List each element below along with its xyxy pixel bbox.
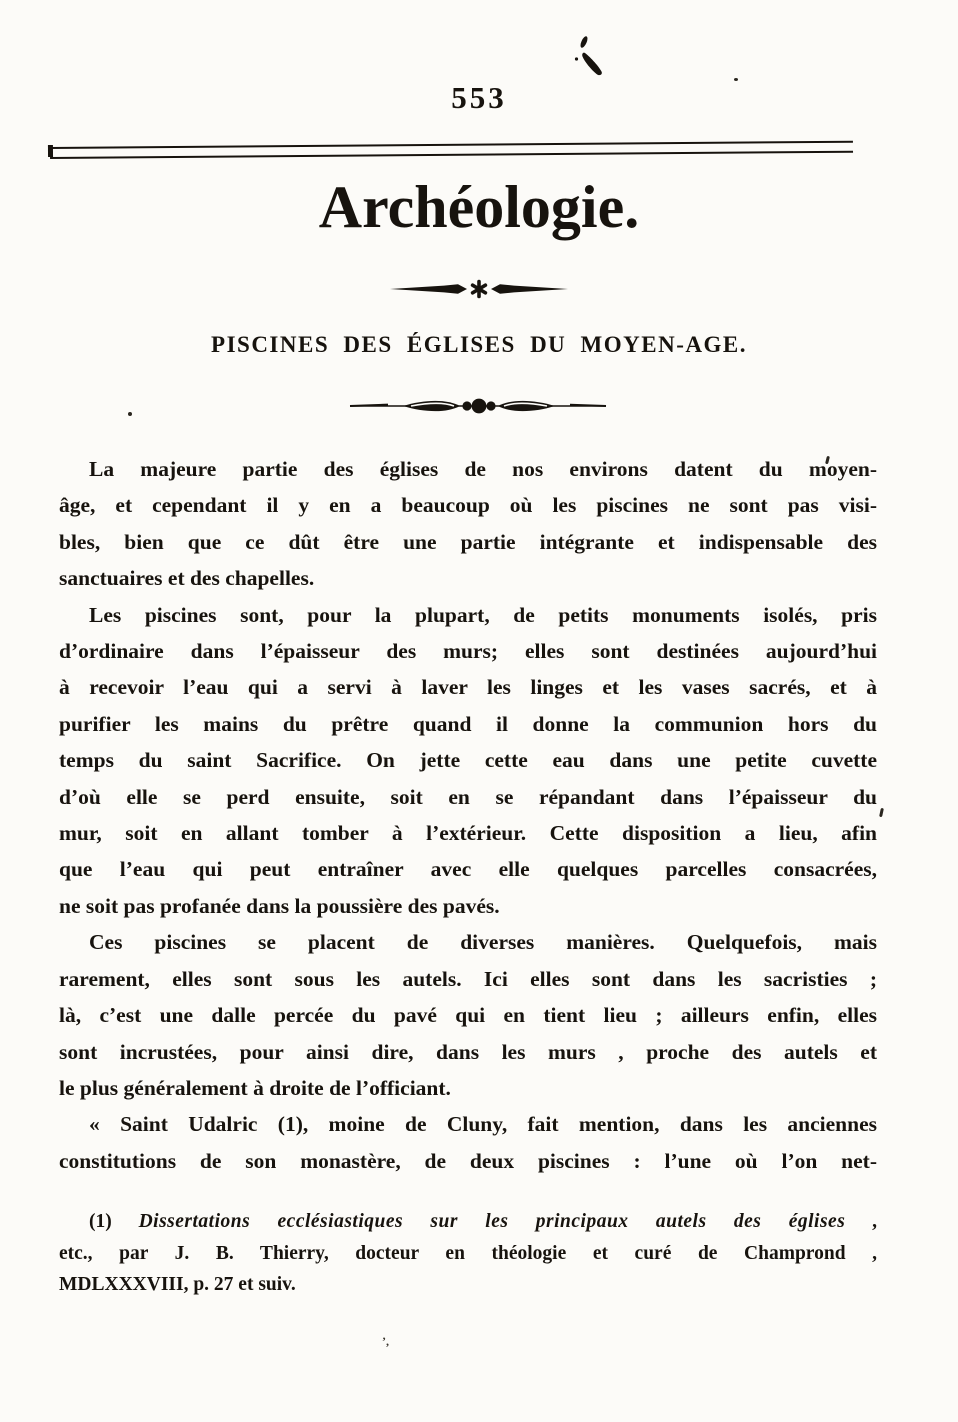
ink-speck (879, 808, 883, 817)
text-line: Ces piscines se placent de diverses manières. Quelquefois, mais (89, 930, 877, 955)
text-line: mur, soit en allant tomber à l’extérieur. Cette disposition a lieu, afin (59, 821, 877, 846)
footnote (59, 1206, 877, 1301)
article-heading: PISCINES DES ÉGLISES DU MOYEN-AGE. (211, 332, 747, 357)
text-line: rarement, elles sont sous les autels. Ici elles sont dans les sacristies ; (59, 966, 877, 991)
text-line: Les piscines sont, pour la plupart, de petits monuments isolés, pris (89, 602, 877, 627)
text-line: ne soit pas profanée dans la poussière des pavés. (59, 893, 500, 918)
text-line: d’ordinaire dans l’épaisseur des murs; elles sont destinées aujourd’hui (59, 639, 877, 664)
text-line: temps du saint Sacrifice. On jette cette eau dans une petite cuvette (59, 748, 877, 773)
page-number: 553 (451, 80, 507, 115)
text-line: sanctuaires et des chapelles. (59, 566, 315, 591)
text-line: le plus généralement à droite de l’officiant. (59, 1075, 451, 1100)
text-line: âge, et cependant il y en a beaucoup où les piscines ne sont pas visi- (59, 493, 877, 518)
ink-speck (128, 412, 132, 416)
text-line: à recevoir l’eau qui a servi à laver les linges et les vases sacrés, et à (59, 675, 877, 700)
footnote-text: , (845, 1211, 877, 1232)
text-line: là, c’est une dalle percée du pavé qui en tient lieu ; ailleurs enfin, elles (59, 1003, 877, 1028)
footnote-line: etc., par J. B. Thierry, docteur en théologie et curé de Champrond , (59, 1242, 877, 1264)
signature-mark: ’, (382, 1334, 389, 1348)
text-line: que l’eau qui peut entraîner avec elle quelques parcelles consacrées, (59, 857, 877, 882)
footnote-line (59, 1206, 877, 1238)
text-line: d’où elle se perd ensuite, soit en se répandant dans l’épaisseur du (59, 784, 877, 809)
text-line: sont incrustées, pour ainsi dire, dans les murs , proche des autels et (59, 1039, 877, 1064)
arrow-asterisk-divider (388, 279, 570, 304)
footnote-line: MDLXXXVIII, p. 27 et suiv. (59, 1274, 296, 1295)
article-body (59, 451, 877, 1179)
footnote-work-title: Dissertations ecclésiastiques sur les principaux autels des églises (138, 1211, 846, 1232)
ink-stroke-mark (568, 20, 614, 87)
text-line: purifier les mains du prêtre quand il donne la communion hors du (59, 711, 877, 736)
double-rule-divider (50, 141, 853, 159)
spindle-bead-divider (348, 395, 610, 422)
text-line: bles, bien que ce dût être une partie intégrante et indispensable des (59, 529, 877, 554)
footnote-marker: (1) (89, 1211, 139, 1232)
text-line: constitutions de son monastère, de deux piscines : l’une où l’on net- (59, 1148, 877, 1173)
text-line: « Saint Udalric (1), moine de Cluny, fait mention, dans les anciennes (89, 1112, 877, 1137)
text-line: La majeure partie des églises de nos environs datent du moyen- (89, 457, 877, 481)
section-title: Archéologie. (318, 174, 640, 240)
